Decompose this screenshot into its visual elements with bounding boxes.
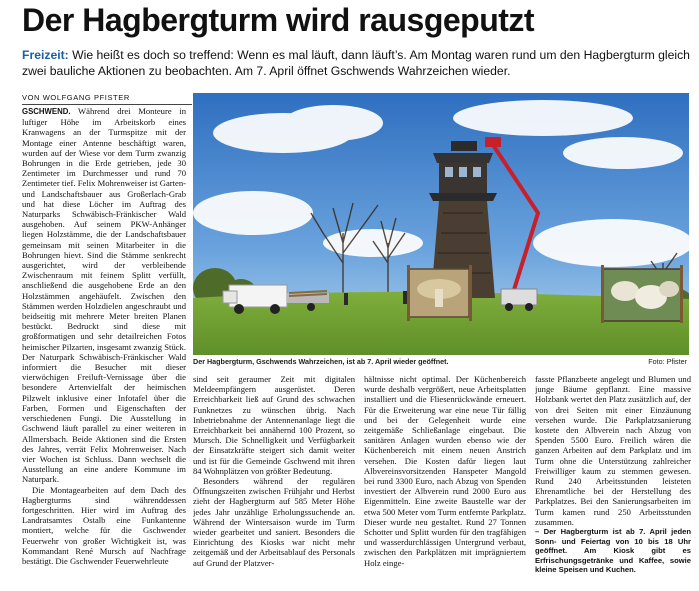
paragraph: sind seit geraumer Zeit mit digitalen Meldeempfängern ausgerüstet. Deren Erreichbarkeit ließ auf Grund des schwachen Funknetzes zu wünschen übrig. Nach Inbetriebnahme der Antennenanlage liegt die Erreichbarkeit bei annähernd 100 Prozent, so Mursch. Die Schnelligkeit und Verfügbarkeit der Einsatzkräfte steigert sich damit weiter und ist für die Gemeinde Gschwend mit ihren 84 Wohnplätzen von größter Bedeutung. — [193, 374, 355, 476]
hagbergturm-photo — [193, 93, 689, 355]
paragraph: Die Montagearbeiten auf dem Dach des Hagbergturms sind währenddessen fortgeschritten. Hier wird im Auftrag des Landratsamtes Ostalb eine Funkantenne montiert, welche für die Gschwender Feuerwehr von großer Wichtigkeit ist, was Kommandant René Mursch auf Nachfrage bestätigt. Die Gschwender Feuerwehrleute — [22, 484, 186, 566]
headline: Der Hagbergturm wird rausgeputzt — [22, 2, 535, 38]
paragraph: hältnisse nicht optimal. Der Küchenbereich wurde deshalb vergrößert, neue Arbeitsplatten installiert und die Fliesenrückwände erneuert. Für die Erweiterung war eine neue Tür fällig und bei der Gelegenheit wurde eine zeitgemäße Schließanlage eingebaut. Die sanitären Anlagen wurden ebenso wie der Küchenbereich mit einem neuen Anstrich versehen. Die Kosten dafür liegen laut Albvereinsvorsitzenden Hanspeter Mangold bei rund 3300 Euro, nach Abzug von Spenden investiert der Albverein rund 2000 Euro aus Eigenmitteln. Eine zweite Baustelle war der etwa 500 Meter vom Turm entfernte Parkplatz. Dieser wurde neu gestaltet. Rund 27 Tonnen Schotter und Splitt wurden für den tragfähigen und wasserdurchlässigen Untergrund verbaut, zwischen den Parkplätzen mit imprägniertem Holz einge- — [364, 374, 526, 568]
photo-caption — [193, 357, 689, 369]
teaser-kicker: Freizeit: — [22, 48, 69, 62]
byline: VON WOLFGANG PFISTER — [22, 93, 192, 105]
text-column-3 — [364, 374, 526, 588]
paragraph — [22, 106, 186, 485]
opening-hours-info: – Der Hagbergturm ist ab 7. April jeden Sonn- und Feiertag von 10 bis 18 Uhr geöffnet. Am Kiosk gibt es Erfrischungsgetränke und Kaffee, sowie kleine Speisen und Kuchen. — [535, 527, 691, 575]
caption-text: Der Hagbergturm, Gschwends Wahrzeichen, ist ab 7. April wieder geöffnet. — [193, 357, 449, 366]
teaser-text: Wie heißt es doch so treffend: Wenn es mal läuft, dann läuft’s. Am Montag waren rund um den Hagbergturm gleich zwei bauliche Aktionen zu beobachten. Am 7. April öffnet Gschwends Wahrzeichen wieder. — [22, 48, 690, 78]
paragraph: Besonders während der regulären Öffnungszeiten zwischen Frühjahr und Herbst zieht der Hagbergturm auf 585 Meter Höhe jedes Jahr unzählige Erholungssuchende an. Während der Wintersaison wurde im Turm wieder gearbeitet und saniert. Besonders die Einrichtung des Kiosks war nicht mehr zeitgemäß und der Arbeitsablauf des Personals auf Grund der Platzver- — [193, 476, 355, 568]
dateline: GSCHWEND. — [22, 107, 71, 116]
text-column-1 — [22, 106, 186, 588]
paragraph-text: Während drei Monteure in luftiger Höhe im Arbeitskorb eines Kranwagens an der Turmspitze mit der Montage einer Antenne beschäftigt waren, wurden auf der Wiese vor dem Turm zwanzig Bohrungen in die Erde getrieben, jede 30 Zentimeter im Durchmesser und rund 70 Zentimeter tief. Felix Mohrenweiser ist Garten- und Landschaftsbauer aus Großerlach-Grab und hat diese Löcher im Auftrag des Naturparks Schwäbisch-Fränkischer Wald ausgehoben. Auf seinem PKW-Anhänger liegen Holzstämme, die der Landschaftsbauer gemeinsam mit seinen Mitarbeiter in die Bohrungen hievt. Sind die Stämme senkrecht ausgerichtet, wird der verbleibende Zwischenraum mit feinem Splitt verfüllt, anschließend die ausgehobene Erde an den Holzstämmen angehäufelt. Zwischen den Stämmen werden Holzdielen angeschraubt und beidseitig mit mehrere Meter breiten Planen bestückt. Bedruckt sind diese mit großformatigen und sehr detailreichen Fotos heimischer Pilzarten, insgesamt zwanzig Stück. Der Naturpark Schwäbisch-Fränkischer Wald informiert die Besucher mit dieser vierwöchigen Freiluft-Vernissage über die besondere Artenvielfalt der heimischen Pilzwelt inklusive einer Infotafel über die Farben, Formen und Eigenschaften der verschiedenen Fungi. Die Ausstellung in Gschwend läuft parallel zu einer weiteren in Allmersbach. Beide Aktionen sind die Ersten des Jahres, verrät Felix Mohrenweiser. Nach vier Wochen ist Schluss. Dann wechselt die Ausstellung an eine andere Kommune im Naturpark. — [22, 106, 186, 485]
text-column-2 — [193, 374, 355, 588]
paragraph: fasste Pflanzbeete angelegt und Blumen und junge Bäume gepflanzt. Eine massive Holzbank wertet den Platz zusätzlich auf, der von drei Seiten mit einer Einzäunung versehen wurde. Die Parkplatzsanierung kostete den Albverein nach Abzug von Spenden 5500 Euro. Freilich wären die ganzen Arbeiten auf dem Parkplatz und im Turm ohne die Unterstützung zahlreicher Freiwilliger kaum zu stemmen gewesen. Rund 240 Arbeitsstunden leisteten Ehrenamtliche bei der Herstellung des Parkplatzes. Bei den Sanierungsarbeiten im Turm kamen rund 250 Arbeitsstunden zusammen. — [535, 374, 691, 527]
teaser — [22, 47, 690, 79]
text-column-4 — [535, 374, 691, 588]
photo-credit: Foto: Pfister — [648, 357, 687, 366]
article-photo — [193, 93, 689, 355]
